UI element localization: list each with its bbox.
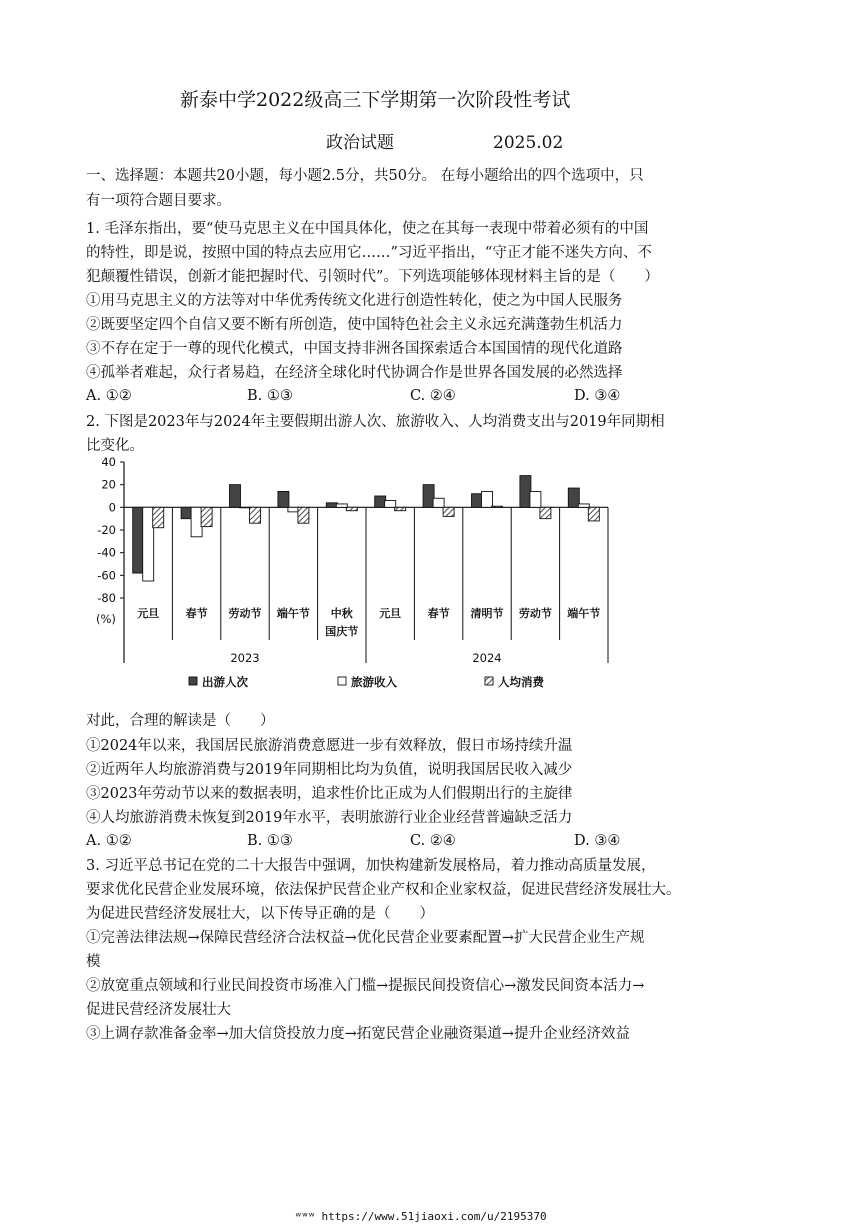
q3-statement-3: ③上调存款准备金率→加大信贷投放力度→拓宽民营企业融资渠道→提升企业经济效益 bbox=[86, 1026, 630, 1042]
bar-出游人次 bbox=[520, 476, 531, 508]
q1-statement-4: ④孤举者难起，众行者易趋，在经济全球化时代协调合作是世界各国发展的必然选择 bbox=[86, 365, 623, 381]
bar-出游人次 bbox=[133, 507, 144, 573]
bar-人均消费 bbox=[298, 507, 309, 523]
bar-人均消费 bbox=[540, 507, 551, 518]
legend-label: 出游人次 bbox=[202, 675, 248, 689]
bar-人均消费 bbox=[588, 507, 599, 521]
bar-出游人次 bbox=[326, 503, 337, 508]
q2-stem-line2: 比变化。 bbox=[86, 438, 144, 454]
bar-旅游收入 bbox=[578, 504, 589, 507]
bar-出游人次 bbox=[472, 494, 483, 508]
q1-statement-1: ①用马克思主义的方法等对中华优秀传统文化进行创造性转化，使之为中国人民服务 bbox=[86, 293, 623, 309]
q3-stem-line3: 为促进民营经济发展壮大，以下传导正确的是（ ） bbox=[86, 906, 434, 922]
category-label: 端午节 bbox=[567, 607, 601, 620]
q1-option-b[interactable]: B. ①③ bbox=[247, 388, 293, 404]
bar-出游人次 bbox=[568, 488, 579, 507]
bar-出游人次 bbox=[181, 507, 192, 518]
bar-人均消费 bbox=[346, 507, 357, 510]
q3-statement-1: ①完善法律法规→保障民营经济合法权益→优化民营企业要素配置→扩大民营企业生产规 bbox=[86, 930, 645, 946]
bar-人均消费 bbox=[395, 507, 406, 510]
q2-option-d[interactable]: D. ③④ bbox=[574, 833, 621, 849]
bar-旅游收入 bbox=[482, 491, 493, 507]
category-label: 元旦 bbox=[137, 607, 160, 620]
bar-旅游收入 bbox=[385, 501, 396, 508]
q2-option-c[interactable]: C. ②④ bbox=[410, 833, 456, 849]
q1-option-a[interactable]: A. ①② bbox=[86, 388, 132, 404]
q2-statement-2: ②近两年人均旅游消费与2019年同期相比均为负值，说明我国居民收入减少 bbox=[86, 762, 573, 778]
group-label: 2023 bbox=[230, 651, 260, 665]
bar-人均消费 bbox=[492, 506, 503, 507]
category-label: 春节 bbox=[427, 607, 450, 620]
bar-人均消费 bbox=[201, 507, 212, 526]
q3-statement-2: ②放宽重点领域和行业民间投资市场准入门槛→提振民间投资信心→激发民间资本活力→ bbox=[86, 978, 645, 994]
category-label: 劳动节 bbox=[518, 607, 552, 620]
bar-出游人次 bbox=[278, 491, 289, 507]
q3-statement-2-cont: 促进民营经济发展壮大 bbox=[86, 1002, 231, 1018]
q1-option-d[interactable]: D. ③④ bbox=[574, 388, 621, 404]
bar-旅游收入 bbox=[143, 507, 154, 581]
y-tick-label: 20 bbox=[101, 477, 116, 492]
q3-statement-1-cont: 模 bbox=[86, 954, 101, 970]
category-label: 劳动节 bbox=[228, 607, 262, 620]
category-label: 清明节 bbox=[470, 607, 504, 620]
bar-人均消费 bbox=[250, 507, 261, 523]
legend-swatch-旅游收入 bbox=[338, 677, 346, 685]
bar-旅游收入 bbox=[336, 504, 347, 507]
exam-title: 新泰中学2022级高三下学期第一次阶段性考试 bbox=[180, 89, 571, 111]
q2-statement-3: ③2023年劳动节以来的数据表明，追求性价比正成为人们假期出行的主旋律 bbox=[86, 786, 573, 802]
bar-人均消费 bbox=[443, 507, 454, 516]
q2-statement-1: ①2024年以来，我国居民旅游消费意愿进一步有效释放，假日市场持续升温 bbox=[86, 738, 573, 754]
legend-swatch-人均消费 bbox=[485, 677, 493, 685]
q1-stem-line2: 的特性，即是说，按照中国的特点去应用它……”习近平指出，“守正才能不迷失方向、不 bbox=[86, 245, 652, 261]
legend-swatch-出游人次 bbox=[189, 677, 197, 685]
q2-statement-4: ④人均旅游消费未恢复到2019年水平，表明旅游行业企业经营普遍缺乏活力 bbox=[86, 810, 573, 826]
category-label: 元旦 bbox=[379, 607, 402, 620]
q1-option-c[interactable]: C. ②④ bbox=[410, 388, 456, 404]
q1-stem-line3: 犯颠覆性错误，创新才能把握时代、引领时代”。下列选项能够体现材料主旨的是（ ） bbox=[86, 269, 659, 285]
y-tick-label: -60 bbox=[97, 568, 116, 583]
y-tick-label: 40 bbox=[101, 455, 116, 469]
q3-stem-line2: 要求优化民营企业发展环境，依法保护民营企业产权和企业家权益，促进民营经济发展壮大。 bbox=[86, 882, 681, 898]
bar-旅游收入 bbox=[288, 507, 299, 512]
bar-旅游收入 bbox=[191, 507, 202, 536]
unit-label: (%) bbox=[96, 612, 116, 626]
section-intro-line2: 有一项符合题目要求。 bbox=[86, 193, 231, 209]
bar-出游人次 bbox=[423, 485, 434, 508]
category-label: 春节 bbox=[185, 607, 208, 620]
y-tick-label: -20 bbox=[97, 523, 116, 537]
q2-stem-line1: 2. 下图是2023年与2024年主要假期出游人次、旅游收入、人均消费支出与2019年同期相 bbox=[86, 414, 665, 430]
section-intro-line1: 一、选择题：本题共20小题，每小题2.5分，共50分。 在每小题给出的四个选项中，只 bbox=[86, 168, 644, 184]
category-label: 端午节 bbox=[276, 607, 310, 620]
q1-stem-line1: 1. 毛泽东指出，要“使马克思主义在中国具体化，使之在其每一表现中带着必须有的中国 bbox=[86, 221, 649, 237]
footer-url[interactable]: ʷʷʷ https://www.51jiaoxi.com/u/2195370 bbox=[295, 1210, 547, 1223]
bar-人均消费 bbox=[153, 507, 164, 527]
category-label: 国庆节 bbox=[325, 625, 359, 638]
q1-statement-2: ②既要坚定四个自信又要不断有所创造，使中国特色社会主义永远充满蓬勃生机活力 bbox=[86, 317, 623, 333]
group-label: 2024 bbox=[472, 651, 502, 665]
y-tick-label: 0 bbox=[108, 500, 116, 515]
bar-出游人次 bbox=[230, 485, 241, 508]
exam-date: 2025.02 bbox=[493, 133, 564, 153]
bar-旅游收入 bbox=[240, 507, 251, 508]
legend-label: 人均消费 bbox=[498, 675, 544, 689]
bar-旅游收入 bbox=[433, 498, 444, 507]
bar-旅游收入 bbox=[530, 491, 541, 507]
legend-label: 旅游收入 bbox=[351, 675, 397, 689]
q3-stem-line1: 3. 习近平总书记在党的二十大报告中强调，加快构建新发展格局，着力推动高质量发展， bbox=[86, 858, 656, 874]
q1-statement-3: ③不存在定于一尊的现代化模式，中国支持非洲各国探索适合本国国情的现代化道路 bbox=[86, 341, 623, 357]
q2-prompt: 对此，合理的解读是（ ） bbox=[86, 713, 275, 729]
q2-option-b[interactable]: B. ①③ bbox=[247, 833, 293, 849]
subject-title: 政治试题 bbox=[326, 133, 394, 153]
y-tick-label: -40 bbox=[97, 545, 116, 560]
category-label: 中秋 bbox=[330, 607, 353, 620]
y-tick-label: -80 bbox=[97, 591, 116, 605]
q2-option-a[interactable]: A. ①② bbox=[86, 833, 132, 849]
bar-出游人次 bbox=[375, 496, 386, 507]
